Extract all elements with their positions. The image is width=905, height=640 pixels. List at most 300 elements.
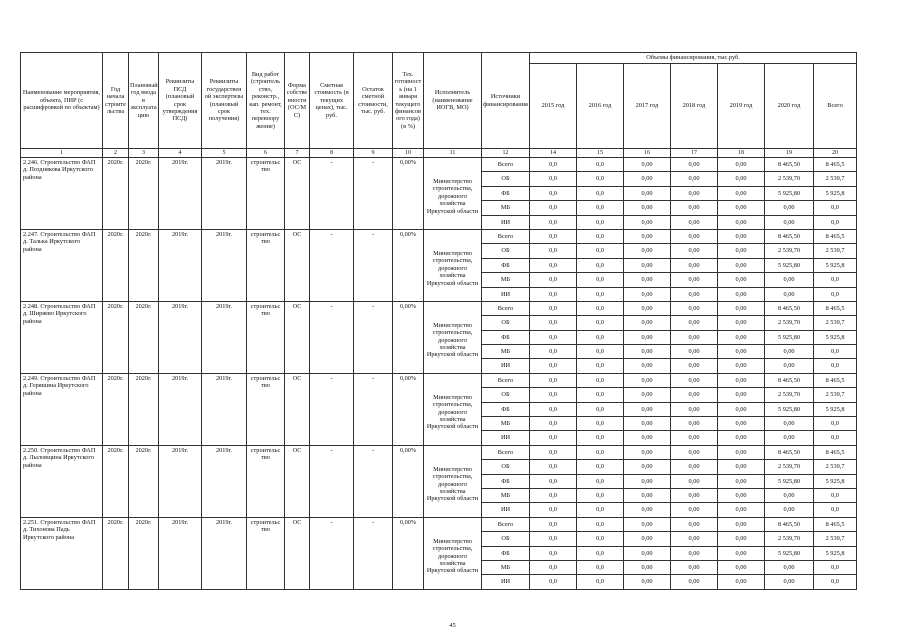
col-header-funding-group: Объемы финансирования, тыс.руб. <box>530 53 857 64</box>
year-value: 0,00 <box>671 532 718 546</box>
total-value: 2 539,7 <box>814 244 857 258</box>
column-number: 19 <box>765 149 814 158</box>
estimated-cost: - <box>310 373 354 445</box>
estimated-cost: - <box>310 301 354 373</box>
year-value: 0,0 <box>530 517 577 531</box>
total-value: 8 465,5 <box>814 373 857 387</box>
year-value: 0,00 <box>718 215 765 229</box>
col-header-ownership: Форма собстве нности (ОС/М С) <box>285 53 310 149</box>
year-value: 0,00 <box>624 287 671 301</box>
funding-source: ИИ <box>482 287 530 301</box>
total-value: 0,0 <box>814 417 857 431</box>
funding-source: ИИ <box>482 575 530 589</box>
year-value: 0,0 <box>577 445 624 459</box>
funding-source: Всего <box>482 445 530 459</box>
year-value: 0,00 <box>671 488 718 502</box>
expertise-date: 2019г. <box>202 301 247 373</box>
psd-date: 2019г. <box>159 445 202 517</box>
column-number: 17 <box>671 149 718 158</box>
year-value: 0,0 <box>577 158 624 172</box>
remaining-cost: - <box>354 517 393 589</box>
col-header-executor: Исполнитель (наименование ИОГВ, МО) <box>424 53 482 149</box>
remaining-cost: - <box>354 158 393 230</box>
funding-source: Всего <box>482 158 530 172</box>
year-value: 8 465,50 <box>765 229 814 243</box>
year-value: 0,00 <box>671 258 718 272</box>
year-value: 0,0 <box>530 488 577 502</box>
start-year: 2020г. <box>103 158 129 230</box>
year-value: 0,0 <box>530 532 577 546</box>
year-value: 0,0 <box>530 546 577 560</box>
expertise-date: 2019г. <box>202 158 247 230</box>
start-year: 2020г. <box>103 229 129 301</box>
year-value: 5 925,80 <box>765 186 814 200</box>
year-value: 0,00 <box>671 158 718 172</box>
column-number: 6 <box>247 149 285 158</box>
year-value: 0,0 <box>530 345 577 359</box>
year-value: 0,0 <box>577 517 624 531</box>
year-value: 0,00 <box>765 417 814 431</box>
year-value: 0,00 <box>718 316 765 330</box>
year-value: 0,00 <box>765 215 814 229</box>
year-value: 0,0 <box>530 402 577 416</box>
year-value: 0,0 <box>530 229 577 243</box>
year-value: 0,00 <box>671 273 718 287</box>
year-value: 0,00 <box>624 560 671 574</box>
year-value: 0,0 <box>577 201 624 215</box>
psd-date: 2019г. <box>159 517 202 589</box>
total-value: 8 465,5 <box>814 445 857 459</box>
readiness-percent: 0,00% <box>393 301 424 373</box>
ownership-form: ОС <box>285 158 310 230</box>
funding-source: ФБ <box>482 186 530 200</box>
col-header-readiness: Тех. готовност ь (на 1 января текущего финансов ого года) (в %) <box>393 53 424 149</box>
year-value: 0,0 <box>530 503 577 517</box>
funding-source: ФБ <box>482 330 530 344</box>
total-value: 2 539,7 <box>814 460 857 474</box>
total-value: 8 465,5 <box>814 229 857 243</box>
year-value: 0,0 <box>577 402 624 416</box>
year-value: 0,00 <box>671 201 718 215</box>
funding-source: ОБ <box>482 172 530 186</box>
total-value: 8 465,5 <box>814 158 857 172</box>
year-value: 0,0 <box>577 287 624 301</box>
year-value: 5 925,80 <box>765 258 814 272</box>
year-value: 0,0 <box>530 431 577 445</box>
year-value: 0,00 <box>671 229 718 243</box>
year-value: 0,00 <box>624 532 671 546</box>
funding-source: ФБ <box>482 546 530 560</box>
year-value: 0,00 <box>671 215 718 229</box>
year-value: 0,00 <box>718 388 765 402</box>
col-header-year: 2019 год <box>718 64 765 149</box>
page-number: 45 <box>449 622 456 629</box>
table-row <box>21 373 857 387</box>
total-value: 0,0 <box>814 488 857 502</box>
year-value: 0,00 <box>718 258 765 272</box>
year-value: 0,00 <box>718 330 765 344</box>
col-header-name: Наименование мероприятия, объекта, ПИР (с расшифровкой по объектам) <box>21 53 103 149</box>
year-value: 0,0 <box>577 546 624 560</box>
year-value: 0,0 <box>530 301 577 315</box>
year-value: 0,00 <box>718 273 765 287</box>
funding-source: ОБ <box>482 532 530 546</box>
year-value: 0,0 <box>530 388 577 402</box>
commission-year: 2020г. <box>129 517 159 589</box>
year-value: 0,0 <box>577 316 624 330</box>
year-value: 0,0 <box>577 345 624 359</box>
total-value: 0,0 <box>814 560 857 574</box>
funding-source: ИИ <box>482 431 530 445</box>
col-header-start-year: Год начала строите льства <box>103 53 129 149</box>
year-value: 0,00 <box>624 273 671 287</box>
year-value: 0,00 <box>718 301 765 315</box>
col-header-total: Всего <box>814 64 857 149</box>
year-value: 0,00 <box>718 460 765 474</box>
total-value: 5 925,8 <box>814 474 857 488</box>
year-value: 0,00 <box>624 460 671 474</box>
funding-source: ИИ <box>482 359 530 373</box>
year-value: 0,00 <box>718 560 765 574</box>
year-value: 0,00 <box>624 373 671 387</box>
year-value: 0,0 <box>577 273 624 287</box>
year-value: 0,00 <box>624 330 671 344</box>
year-value: 2 539,70 <box>765 460 814 474</box>
year-value: 0,0 <box>577 186 624 200</box>
year-value: 5 925,80 <box>765 474 814 488</box>
year-value: 0,0 <box>530 258 577 272</box>
funding-source: Всего <box>482 229 530 243</box>
year-value: 0,00 <box>671 388 718 402</box>
year-value: 0,00 <box>718 503 765 517</box>
year-value: 0,00 <box>718 575 765 589</box>
year-value: 8 465,50 <box>765 301 814 315</box>
year-value: 0,00 <box>624 431 671 445</box>
work-type: строительс тво <box>247 445 285 517</box>
year-value: 0,00 <box>671 345 718 359</box>
funding-source: МБ <box>482 488 530 502</box>
year-value: 0,00 <box>671 575 718 589</box>
total-value: 0,0 <box>814 201 857 215</box>
year-value: 8 465,50 <box>765 373 814 387</box>
total-value: 0,0 <box>814 359 857 373</box>
funding-source: ФБ <box>482 474 530 488</box>
year-value: 0,0 <box>530 560 577 574</box>
col-header-estimated-cost: Сметная стоимость (в текущих ценах), тыс. руб. <box>310 53 354 149</box>
year-value: 0,0 <box>577 532 624 546</box>
year-value: 0,0 <box>577 301 624 315</box>
column-number: 7 <box>285 149 310 158</box>
psd-date: 2019г. <box>159 158 202 230</box>
year-value: 0,00 <box>671 546 718 560</box>
total-value: 2 539,7 <box>814 532 857 546</box>
year-value: 0,00 <box>671 460 718 474</box>
readiness-percent: 0,00% <box>393 229 424 301</box>
table-row <box>21 445 857 459</box>
readiness-percent: 0,00% <box>393 445 424 517</box>
year-value: 0,00 <box>671 359 718 373</box>
ownership-form: ОС <box>285 373 310 445</box>
work-type: строительс тво <box>247 229 285 301</box>
object-name: 2.249. Строительство ФАП д. Горяшина Иркутского района <box>21 373 103 445</box>
year-value: 0,0 <box>577 330 624 344</box>
year-value: 0,00 <box>671 445 718 459</box>
year-value: 0,0 <box>530 445 577 459</box>
executor: Министерство строительства, дорожного хозяйства Иркутской области <box>424 158 482 230</box>
funding-source: МБ <box>482 273 530 287</box>
executor: Министерство строительства, дорожного хозяйства Иркутской области <box>424 373 482 445</box>
table-row <box>21 517 857 531</box>
year-value: 0,00 <box>718 186 765 200</box>
year-value: 0,0 <box>530 287 577 301</box>
funding-source: МБ <box>482 345 530 359</box>
column-number: 15 <box>577 149 624 158</box>
expertise-date: 2019г. <box>202 517 247 589</box>
year-value: 0,0 <box>577 388 624 402</box>
year-value: 0,00 <box>624 417 671 431</box>
year-value: 8 465,50 <box>765 158 814 172</box>
total-value: 5 925,8 <box>814 546 857 560</box>
year-value: 0,00 <box>718 287 765 301</box>
col-header-psd: Реквизиты ПСД (плановый срок утверждения ПСД) <box>159 53 202 149</box>
total-value: 2 539,7 <box>814 172 857 186</box>
object-name: 2.251. Строительство ФАП д. Тихонова Падь Иркутского района <box>21 517 103 589</box>
year-value: 0,00 <box>718 445 765 459</box>
remaining-cost: - <box>354 229 393 301</box>
start-year: 2020г. <box>103 445 129 517</box>
year-value: 2 539,70 <box>765 532 814 546</box>
year-value: 0,00 <box>765 575 814 589</box>
object-name: 2.250. Строительство ФАП д. Лыловщина Иркутского района <box>21 445 103 517</box>
total-value: 0,0 <box>814 273 857 287</box>
column-number: 4 <box>159 149 202 158</box>
year-value: 0,00 <box>671 560 718 574</box>
col-header-year: 2016 год <box>577 64 624 149</box>
year-value: 0,00 <box>765 488 814 502</box>
column-number: 8 <box>310 149 354 158</box>
year-value: 0,00 <box>671 431 718 445</box>
executor: Министерство строительства, дорожного хозяйства Иркутской области <box>424 445 482 517</box>
year-value: 0,0 <box>577 474 624 488</box>
col-header-funding-source: Источники финансирования <box>482 53 530 149</box>
total-value: 8 465,5 <box>814 517 857 531</box>
total-value: 8 465,5 <box>814 301 857 315</box>
year-value: 0,00 <box>624 301 671 315</box>
total-value: 0,0 <box>814 503 857 517</box>
funding-source: МБ <box>482 560 530 574</box>
col-header-expertise: Реквизиты государствен ой экспертизы (плановый срок получения) <box>202 53 247 149</box>
year-value: 0,00 <box>765 273 814 287</box>
col-header-remaining-cost: Остаток сметной стоимости, тыс. руб. <box>354 53 393 149</box>
year-value: 0,0 <box>577 417 624 431</box>
object-name: 2.248. Строительство ФАП д. Ширяево Иркутского района <box>21 301 103 373</box>
col-header-year: 2020 год <box>765 64 814 149</box>
year-value: 0,0 <box>530 244 577 258</box>
year-value: 2 539,70 <box>765 388 814 402</box>
year-value: 0,00 <box>624 201 671 215</box>
year-value: 0,0 <box>577 229 624 243</box>
year-value: 0,00 <box>624 229 671 243</box>
year-value: 0,0 <box>577 172 624 186</box>
table-row <box>21 301 857 315</box>
work-type: строительс тво <box>247 158 285 230</box>
psd-date: 2019г. <box>159 301 202 373</box>
total-value: 5 925,8 <box>814 186 857 200</box>
year-value: 0,00 <box>718 488 765 502</box>
year-value: 0,00 <box>624 244 671 258</box>
year-value: 0,0 <box>577 431 624 445</box>
executor: Министерство строительства, дорожного хозяйства Иркутской области <box>424 517 482 589</box>
remaining-cost: - <box>354 301 393 373</box>
year-value: 0,00 <box>718 359 765 373</box>
year-value: 0,00 <box>718 417 765 431</box>
column-number: 12 <box>482 149 530 158</box>
col-header-year: 2015 год <box>530 64 577 149</box>
year-value: 8 465,50 <box>765 445 814 459</box>
year-value: 0,00 <box>718 229 765 243</box>
year-value: 0,00 <box>718 172 765 186</box>
year-value: 0,00 <box>718 431 765 445</box>
funding-source: ОБ <box>482 460 530 474</box>
year-value: 0,00 <box>765 345 814 359</box>
year-value: 0,00 <box>671 503 718 517</box>
column-number: 5 <box>202 149 247 158</box>
year-value: 0,00 <box>624 172 671 186</box>
funding-source: МБ <box>482 417 530 431</box>
commission-year: 2020г. <box>129 158 159 230</box>
year-value: 0,00 <box>765 359 814 373</box>
year-value: 0,0 <box>530 330 577 344</box>
readiness-percent: 0,00% <box>393 517 424 589</box>
year-value: 0,00 <box>624 546 671 560</box>
commission-year: 2020г. <box>129 373 159 445</box>
total-value: 5 925,8 <box>814 258 857 272</box>
year-value: 0,00 <box>624 215 671 229</box>
column-number: 3 <box>129 149 159 158</box>
funding-source: ИИ <box>482 215 530 229</box>
total-value: 2 539,7 <box>814 316 857 330</box>
financing-table <box>20 52 857 590</box>
year-value: 0,00 <box>671 373 718 387</box>
year-value: 0,00 <box>671 330 718 344</box>
year-value: 5 925,80 <box>765 402 814 416</box>
remaining-cost: - <box>354 373 393 445</box>
work-type: строительс тво <box>247 517 285 589</box>
commission-year: 2020г. <box>129 445 159 517</box>
total-value: 0,0 <box>814 345 857 359</box>
total-value: 0,0 <box>814 575 857 589</box>
remaining-cost: - <box>354 445 393 517</box>
work-type: строительс тво <box>247 301 285 373</box>
column-number-row <box>21 149 857 158</box>
readiness-percent: 0,00% <box>393 158 424 230</box>
table-row <box>21 229 857 243</box>
year-value: 0,0 <box>530 373 577 387</box>
table-row <box>21 158 857 172</box>
estimated-cost: - <box>310 445 354 517</box>
year-value: 0,00 <box>624 474 671 488</box>
year-value: 0,0 <box>530 201 577 215</box>
ownership-form: ОС <box>285 445 310 517</box>
year-value: 8 465,50 <box>765 517 814 531</box>
funding-source: ИИ <box>482 503 530 517</box>
start-year: 2020г. <box>103 301 129 373</box>
total-value: 5 925,8 <box>814 330 857 344</box>
year-value: 0,00 <box>624 258 671 272</box>
column-number: 1 <box>21 149 103 158</box>
year-value: 0,0 <box>577 575 624 589</box>
column-number: 2 <box>103 149 129 158</box>
column-number: 10 <box>393 149 424 158</box>
year-value: 0,00 <box>718 402 765 416</box>
work-type: строительс тво <box>247 373 285 445</box>
year-value: 0,00 <box>765 431 814 445</box>
readiness-percent: 0,00% <box>393 373 424 445</box>
year-value: 0,00 <box>718 201 765 215</box>
year-value: 0,0 <box>577 373 624 387</box>
year-value: 0,0 <box>530 575 577 589</box>
year-value: 0,00 <box>671 301 718 315</box>
year-value: 0,0 <box>577 215 624 229</box>
year-value: 2 539,70 <box>765 172 814 186</box>
executor: Министерство строительства, дорожного хозяйства Иркутской области <box>424 301 482 373</box>
year-value: 0,0 <box>577 503 624 517</box>
year-value: 0,00 <box>718 546 765 560</box>
year-value: 0,00 <box>765 287 814 301</box>
year-value: 0,0 <box>530 316 577 330</box>
year-value: 0,0 <box>577 460 624 474</box>
col-header-commission-year: Плановый год ввода в эксплуата цию <box>129 53 159 149</box>
start-year: 2020г. <box>103 373 129 445</box>
expertise-date: 2019г. <box>202 445 247 517</box>
year-value: 0,0 <box>530 417 577 431</box>
year-value: 0,00 <box>671 474 718 488</box>
funding-source: МБ <box>482 201 530 215</box>
column-number: 11 <box>424 149 482 158</box>
object-name: 2.247. Строительство ФАП д. Талька Иркутского района <box>21 229 103 301</box>
year-value: 0,00 <box>624 402 671 416</box>
expertise-date: 2019г. <box>202 373 247 445</box>
year-value: 0,00 <box>671 287 718 301</box>
year-value: 0,0 <box>530 273 577 287</box>
year-value: 0,0 <box>530 359 577 373</box>
year-value: 0,00 <box>718 345 765 359</box>
year-value: 0,00 <box>624 388 671 402</box>
year-value: 0,00 <box>718 244 765 258</box>
year-value: 0,00 <box>718 158 765 172</box>
year-value: 0,00 <box>624 445 671 459</box>
year-value: 0,00 <box>671 417 718 431</box>
year-value: 2 539,70 <box>765 244 814 258</box>
start-year: 2020г. <box>103 517 129 589</box>
col-header-work-type: Вид работ (строитель ство, реконстр., кап. ремонт, тех. перевоору жение) <box>247 53 285 149</box>
year-value: 0,0 <box>530 158 577 172</box>
total-value: 2 539,7 <box>814 388 857 402</box>
year-value: 0,0 <box>530 186 577 200</box>
year-value: 0,0 <box>530 474 577 488</box>
year-value: 0,00 <box>765 503 814 517</box>
executor: Министерство строительства, дорожного хозяйства Иркутской области <box>424 229 482 301</box>
year-value: 0,0 <box>577 488 624 502</box>
funding-source: ОБ <box>482 244 530 258</box>
commission-year: 2020г. <box>129 301 159 373</box>
year-value: 5 925,80 <box>765 330 814 344</box>
year-value: 0,00 <box>671 402 718 416</box>
total-value: 0,0 <box>814 287 857 301</box>
commission-year: 2020г. <box>129 229 159 301</box>
psd-date: 2019г. <box>159 373 202 445</box>
estimated-cost: - <box>310 158 354 230</box>
